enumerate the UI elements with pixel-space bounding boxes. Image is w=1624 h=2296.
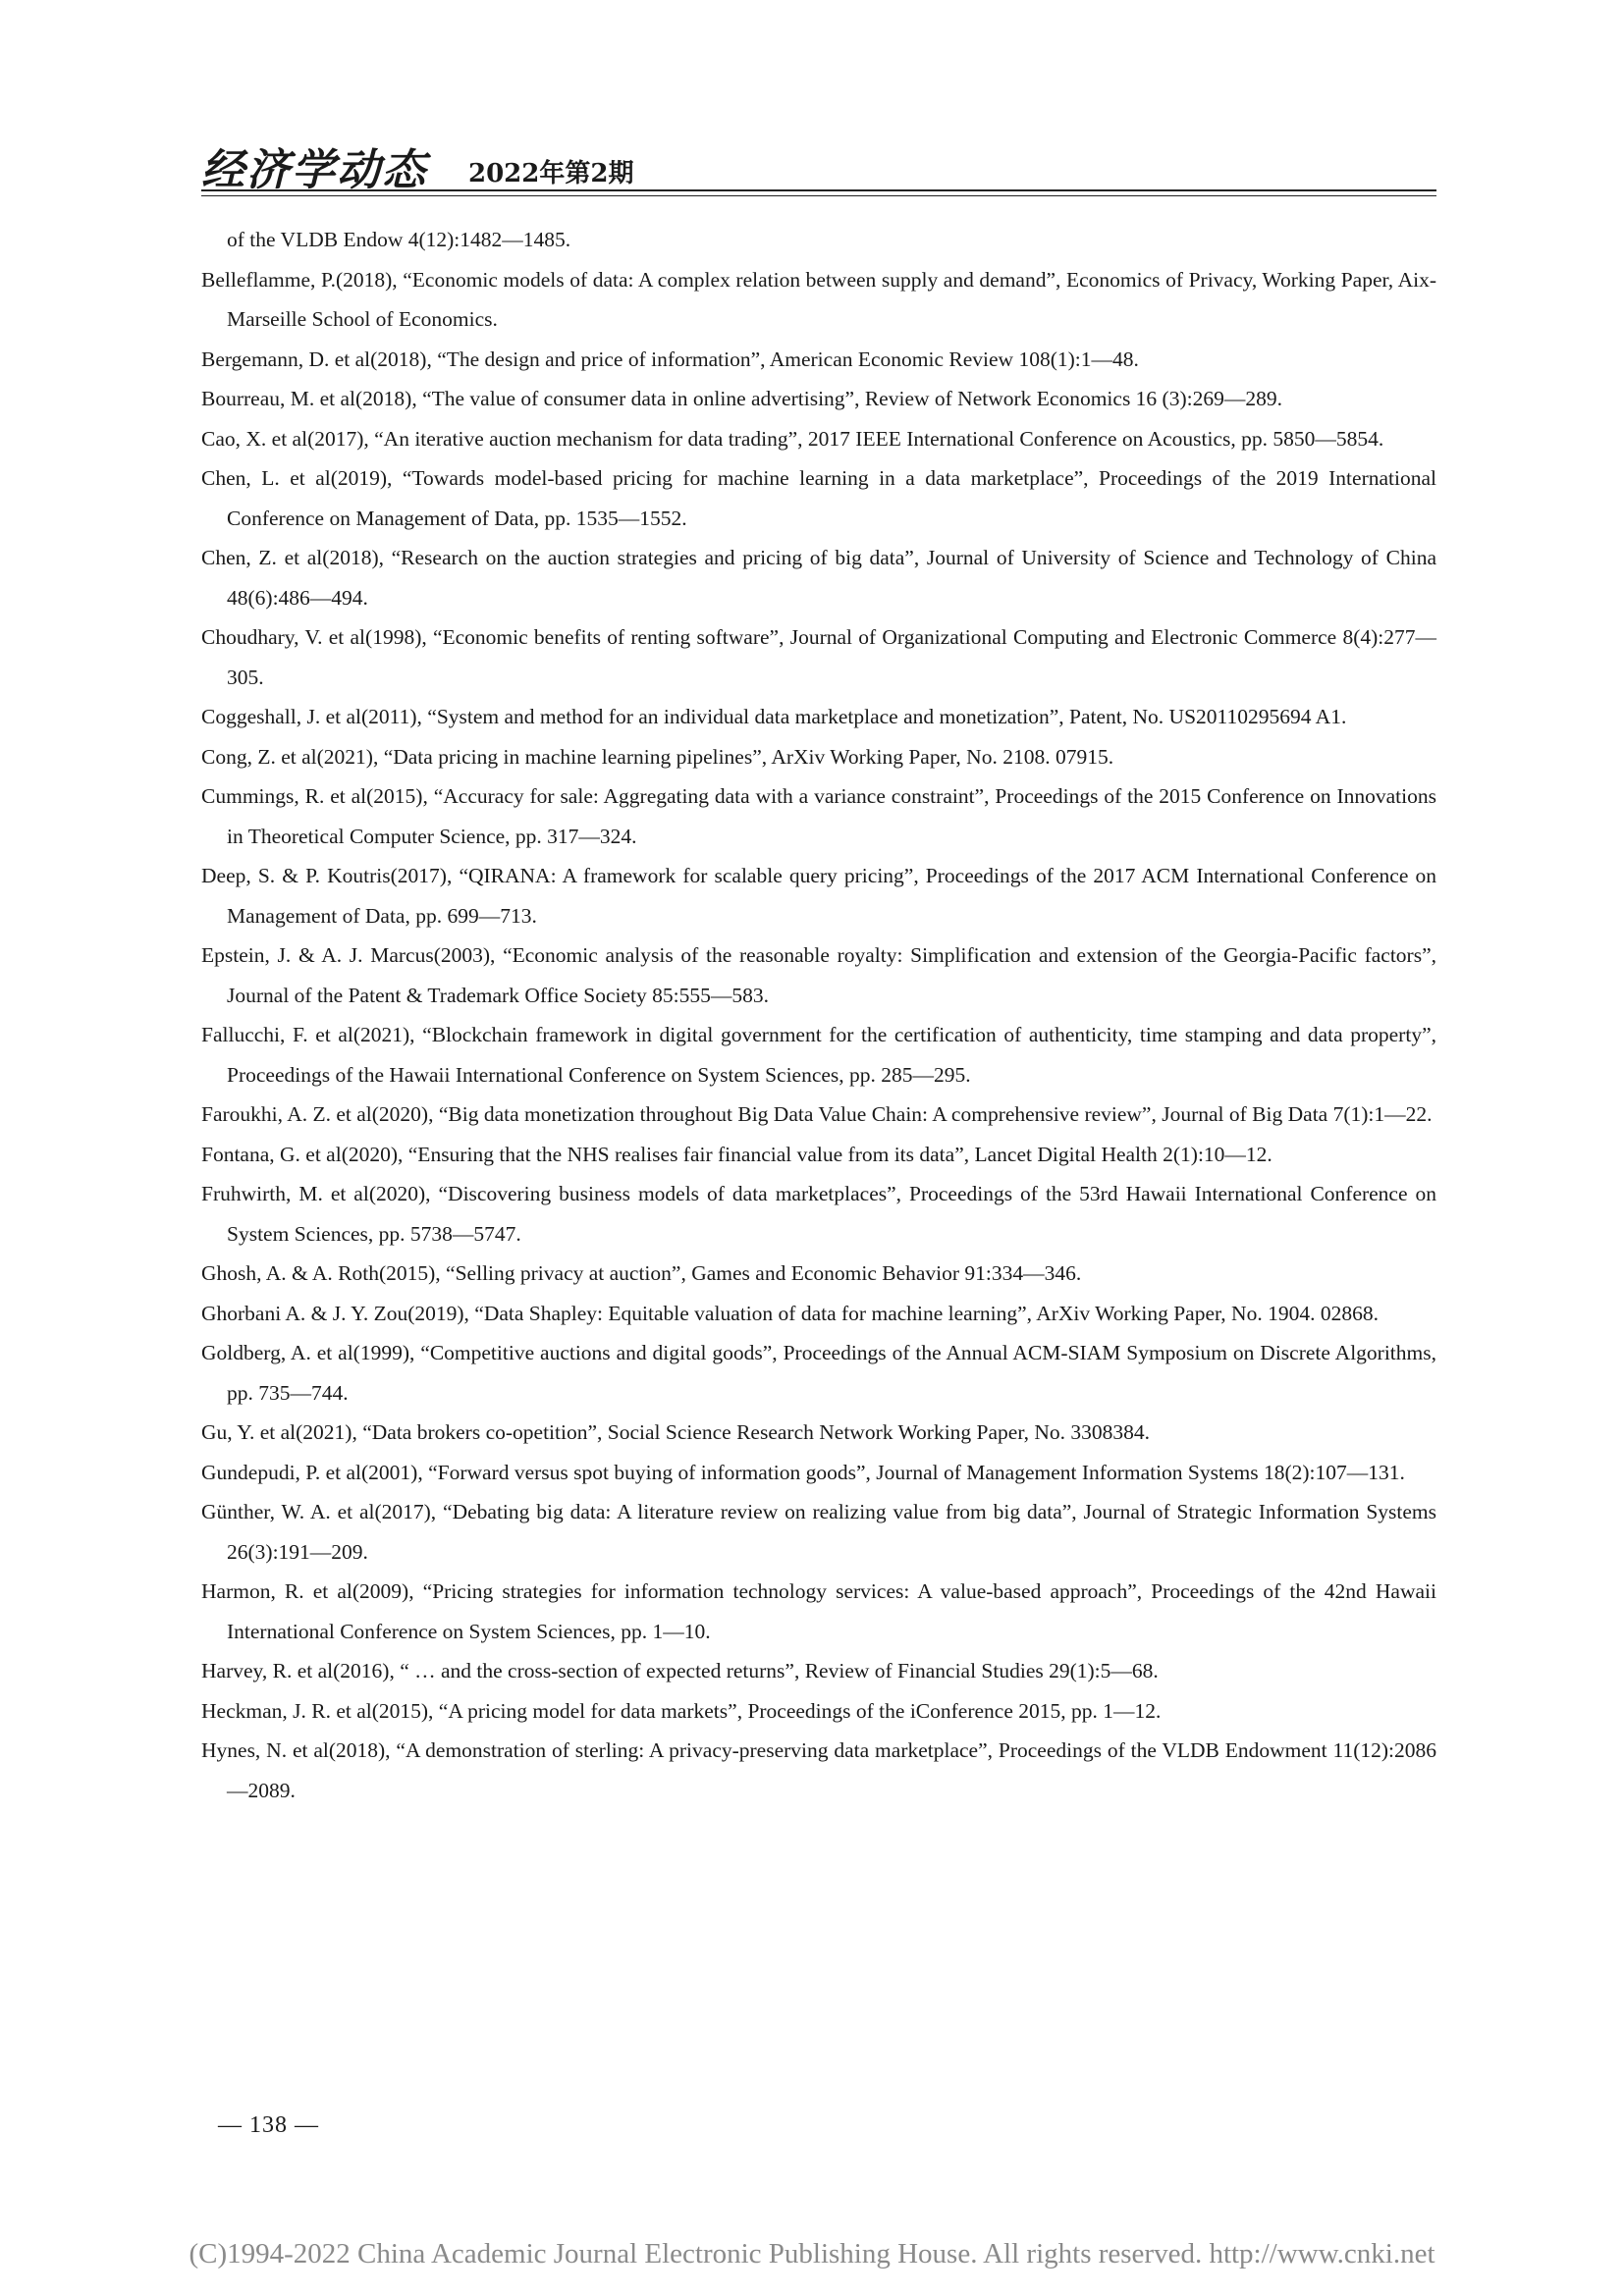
reference-entry: Deep, S. & P. Koutris(2017), “QIRANA: A framework for scalable query pricing”, Proceedings of the 2017 ACM International Conference on Management of Data, pp. 699—713. [201, 864, 1436, 928]
reference-entry: of the VLDB Endow 4(12):1482—1485. [227, 228, 571, 251]
journal-title-logo: 经济学动态 [201, 145, 427, 195]
reference-entry: Ghorbani A. & J. Y. Zou(2019), “Data Shapley: Equitable valuation of data for machine learning”, ArXiv Working Paper, No. 1904. 02868. [201, 1301, 1379, 1325]
reference-entry: Goldberg, A. et al(1999), “Competitive auctions and digital goods”, Proceedings of the Annual ACM-SIAM Symposium on Discrete Algorithms, pp. 735—744. [201, 1341, 1436, 1405]
running-header [201, 147, 1436, 194]
reference-entry: Harmon, R. et al(2009), “Pricing strategies for information technology services: A value-based approach”, Proceedings of the 42nd Hawaii International Conference on System Sciences, pp. 1—10. [201, 1579, 1436, 1643]
reference-entry: Bergemann, D. et al(2018), “The design and price of information”, American Economic Review 108(1):1—48. [201, 347, 1139, 371]
reference-entry: Harvey, R. et al(2016), “ … and the cross-section of expected returns”, Review of Financial Studies 29(1):5—68. [201, 1659, 1159, 1682]
reference-entry: Coggeshall, J. et al(2011), “System and method for an individual data marketplace and monetization”, Patent, No. US20110295694 A1. [201, 705, 1347, 728]
reference-entry: Fallucchi, F. et al(2021), “Blockchain framework in digital government for the certification of authenticity, time stamping and data property”, Proceedings of the Hawaii International Conference on System Sciences, pp. 285—295. [201, 1023, 1436, 1087]
reference-entry: Fontana, G. et al(2020), “Ensuring that the NHS realises fair financial value from its data”, Lancet Digital Health 2(1):10—12. [201, 1142, 1272, 1166]
reference-entry: Chen, Z. et al(2018), “Research on the auction strategies and pricing of big data”, Journal of University of Science and Technology of China 48(6):486—494. [201, 546, 1436, 610]
reference-entry: Ghosh, A. & A. Roth(2015), “Selling privacy at auction”, Games and Economic Behavior 91:334—346. [201, 1261, 1082, 1285]
reference-entry: Epstein, J. & A. J. Marcus(2003), “Economic analysis of the reasonable royalty: Simplification and extension of the Georgia-Pacific factors”, Journal of the Patent & Trademark Office Society 85:555—583. [201, 943, 1436, 1007]
reference-entry: Cao, X. et al(2017), “An iterative auction mechanism for data trading”, 2017 IEEE International Conference on Acoustics, pp. 5850—5854. [201, 426, 1384, 451]
reference-entry: Fruhwirth, M. et al(2020), “Discovering business models of data marketplaces”, Proceedings of the 53rd Hawaii International Conference on System Sciences, pp. 5738—5747. [201, 1182, 1436, 1246]
reference-entry: Bourreau, M. et al(2018), “The value of consumer data in online advertising”, Review of Network Economics 16 (3):269—289. [201, 387, 1282, 410]
reference-list [201, 220, 1436, 1810]
page-number: — 138 — [218, 2112, 319, 2138]
reference-entry: Hynes, N. et al(2018), “A demonstration of sterling: A privacy-preserving data marketplace”, Proceedings of the VLDB Endowment 11(12):2086—2089. [201, 1738, 1436, 1802]
header-rule-thin [201, 195, 1436, 196]
issue-label: 2022年第2期 [468, 159, 634, 188]
reference-entry: Gundepudi, P. et al(2001), “Forward versus spot buying of information goods”, Journal of Management Information Systems 18(2):107—131. [201, 1460, 1405, 1484]
reference-entry: Belleflamme, P.(2018), “Economic models of data: A complex relation between supply and demand”, Economics of Privacy, Working Paper, Aix-Marseille School of Economics. [201, 267, 1436, 331]
reference-entry: Günther, W. A. et al(2017), “Debating big data: A literature review on realizing value from big data”, Journal of Strategic Information Systems 26(3):191—209. [201, 1500, 1436, 1564]
reference-entry: Gu, Y. et al(2021), “Data brokers co-opetition”, Social Science Research Network Working Paper, No. 3308384. [201, 1420, 1151, 1444]
reference-entry: Cong, Z. et al(2021), “Data pricing in machine learning pipelines”, ArXiv Working Paper, No. 2108. 07915. [201, 744, 1114, 769]
reference-entry: Faroukhi, A. Z. et al(2020), “Big data monetization throughout Big Data Value Chain: A comprehensive review”, Journal of Big Data 7(1):1—22. [201, 1102, 1433, 1126]
reference-entry: Heckman, J. R. et al(2015), “A pricing model for data markets”, Proceedings of the iConference 2015, pp. 1—12. [201, 1698, 1162, 1723]
copyright-footer: (C)1994-2022 China Academic Journal Electronic Publishing House. All rights reserved. http://www.cnki.net [189, 2238, 1435, 2269]
reference-entry: Chen, L. et al(2019), “Towards model-based pricing for machine learning in a data marketplace”, Proceedings of the 2019 International Conference on Management of Data, pp. 1535—1552. [201, 466, 1436, 530]
reference-entry: Choudhary, V. et al(1998), “Economic benefits of renting software”, Journal of Organizational Computing and Electronic Commerce 8(4):277—305. [201, 625, 1436, 689]
reference-entry: Cummings, R. et al(2015), “Accuracy for sale: Aggregating data with a variance constraint”, Proceedings of the 2015 Conference on Innovations in Theoretical Computer Science, pp. 317—324. [201, 784, 1436, 848]
header-rule-thick [201, 189, 1436, 191]
